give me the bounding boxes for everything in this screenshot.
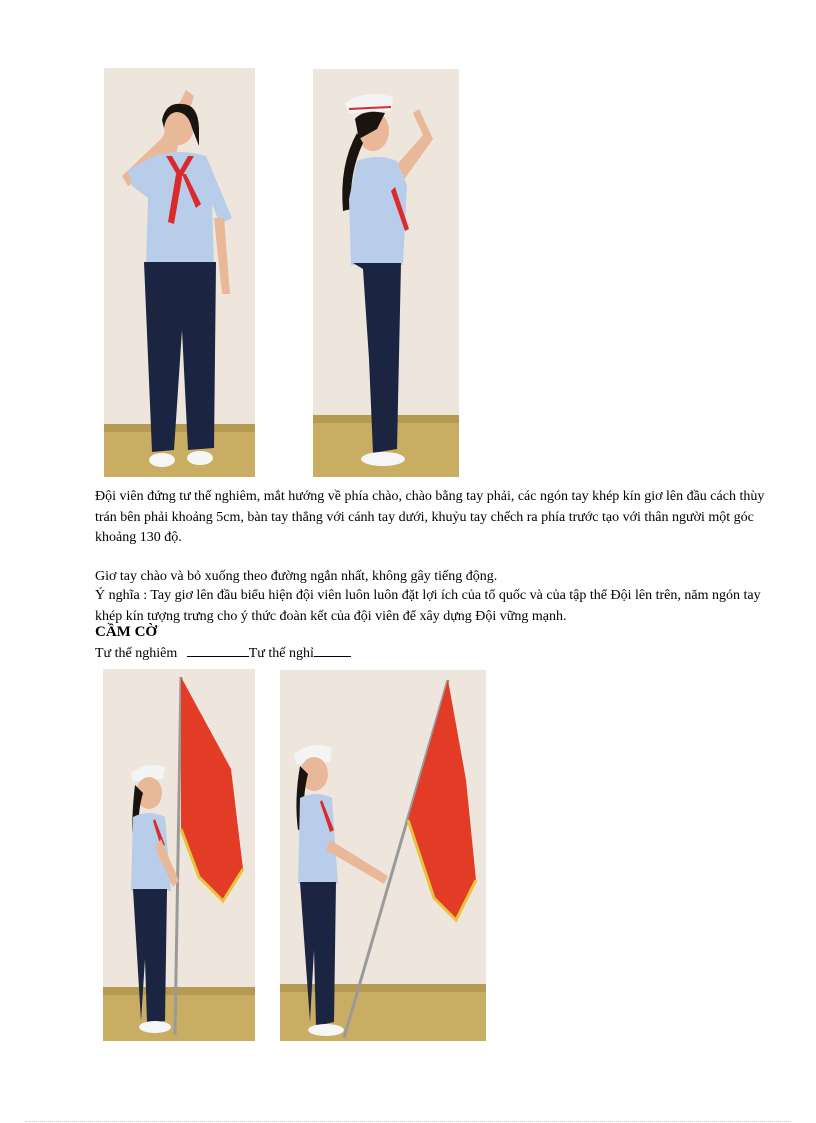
photo-flag-rest bbox=[280, 670, 486, 1041]
photo-salute-side bbox=[313, 69, 459, 477]
photo-flag-attention bbox=[103, 669, 255, 1041]
pose-attention-label: Tư thế nghiêm bbox=[95, 646, 178, 661]
pose-rest-label: Tư thế nghỉ bbox=[248, 646, 314, 661]
photo-salute-front bbox=[104, 68, 255, 477]
salute-description: Đội viên đứng tư thế nghiêm, mắt hướng về phía chào, chào bằng tay phải, các ngón tay khép kín giơ lên đầu cách thùy trán bên phải khoảng 5cm, bàn tay thẳng với cánh tay dưới, khuỷu tay chếch ra phía trước tạo với thân người một góc khoảng 130 độ. bbox=[95, 489, 765, 545]
blank-line bbox=[314, 644, 351, 657]
page-bottom-rule bbox=[25, 1121, 791, 1122]
pose-labels bbox=[95, 644, 351, 664]
salute-motion: Giơ tay chào và bỏ xuống theo đường ngắn nhất, không gây tiếng động. bbox=[95, 569, 498, 584]
blank-line bbox=[187, 644, 249, 657]
flag-heading: CẦM CỜ bbox=[95, 624, 158, 640]
salute-meaning: Ý nghĩa : Tay giơ lên đầu biểu hiện đội viên luôn luôn đặt lợi ích của tổ quốc và của tập thể Đội lên trên, năm ngón tay khép kín tượng trưng cho ý thức đoàn kết của đội viên để xây dựng Đội vững mạnh. bbox=[95, 588, 761, 624]
